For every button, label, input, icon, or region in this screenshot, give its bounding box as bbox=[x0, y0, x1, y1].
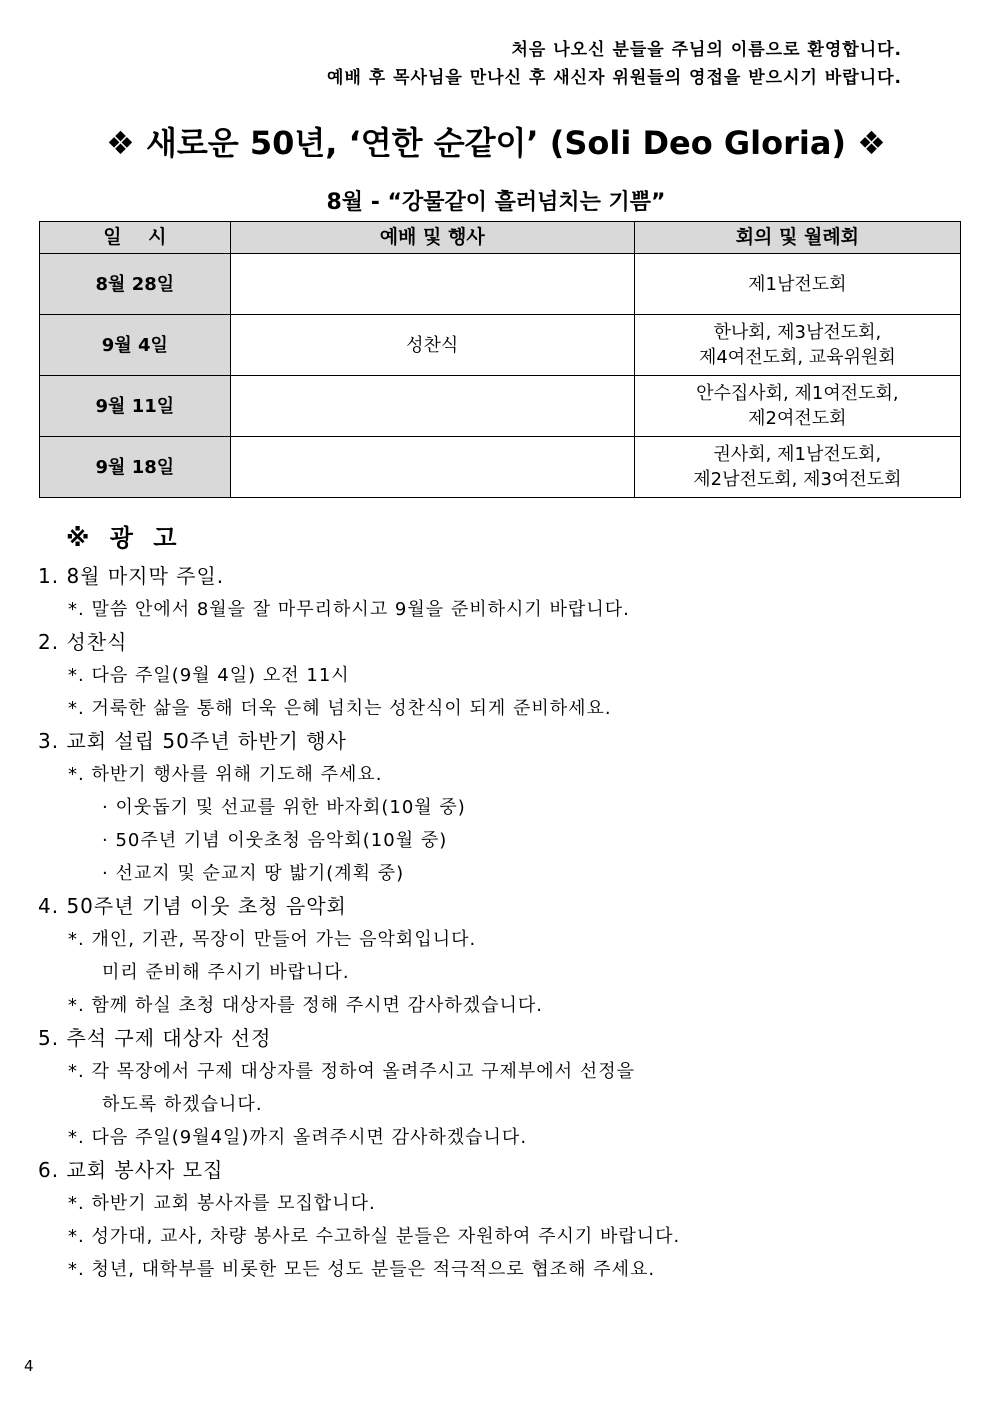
row-event bbox=[230, 437, 634, 498]
row-meeting bbox=[634, 376, 960, 437]
table-row bbox=[40, 437, 961, 498]
row-meeting bbox=[634, 254, 960, 315]
notice-item bbox=[38, 890, 938, 1022]
row-date: 9월 4일 bbox=[40, 315, 231, 376]
row-date: 9월 11일 bbox=[40, 376, 231, 437]
row-meeting bbox=[634, 315, 960, 376]
notice-line: *. 다음 주일(9월4일)까지 올려주시면 감사하겠습니다. bbox=[68, 1127, 528, 1148]
row-meeting-line: 한나회, 제3남전도회, bbox=[713, 322, 882, 343]
page-number: 4 bbox=[24, 1357, 34, 1375]
notice-title: 4. 50주년 기념 이웃 초청 음악회 bbox=[38, 894, 347, 918]
notice-line: *. 거룩한 삶을 통해 더욱 은혜 넘치는 성찬식이 되게 준비하세요. bbox=[68, 698, 612, 719]
notice-subline: · 50주년 기념 이웃초청 음악회(10월 중) bbox=[102, 830, 448, 851]
table-row bbox=[40, 315, 961, 376]
header-date: 일 시 bbox=[40, 222, 231, 254]
notice-item bbox=[38, 560, 938, 626]
notice-line: *. 함께 하실 초청 대상자를 정해 주시면 감사하겠습니다. bbox=[68, 995, 544, 1016]
table-row bbox=[40, 254, 961, 315]
notice-line: *. 다음 주일(9월 4일) 오전 11시 bbox=[68, 665, 350, 686]
notice-list bbox=[38, 560, 938, 1286]
row-event: 성찬식 bbox=[230, 315, 634, 376]
row-meeting-line: 제1남전도회 bbox=[748, 273, 847, 295]
notice-line: *. 개인, 기관, 목장이 만들어 가는 음악회입니다. bbox=[68, 929, 477, 950]
row-meeting bbox=[634, 437, 960, 498]
notice-line: *. 하반기 행사를 위해 기도해 주세요. bbox=[68, 764, 383, 785]
row-meeting-line: 제2남전도회, 제3여전도회 bbox=[693, 469, 902, 490]
notice-line: *. 말씀 안에서 8월을 잘 마무리하시고 9월을 준비하시기 바랍니다. bbox=[68, 599, 630, 620]
notice-heading: ※ 광 고 bbox=[66, 524, 183, 552]
notice-title: 6. 교회 봉사자 모집 bbox=[38, 1158, 224, 1182]
row-meeting-line: 제2여전도회 bbox=[748, 408, 847, 429]
notice-subline: · 선교지 및 순교지 땅 밟기(계획 중) bbox=[102, 863, 405, 884]
row-meeting-line: 안수집사회, 제1여전도회, bbox=[696, 383, 899, 404]
notice-title: 2. 성찬식 bbox=[38, 630, 128, 654]
notice-item bbox=[38, 725, 938, 890]
row-date: 8월 28일 bbox=[40, 254, 231, 315]
notice-line: 미리 준비해 주시기 바랍니다. bbox=[102, 962, 350, 983]
notice-subline: · 이웃돕기 및 선교를 위한 바자회(10월 중) bbox=[102, 797, 466, 818]
notice-line: *. 청년, 대학부를 비롯한 모든 성도 분들은 적극적으로 협조해 주세요. bbox=[68, 1259, 656, 1280]
header-meeting: 회의 및 월례회 bbox=[634, 222, 960, 254]
table-header-row bbox=[40, 222, 961, 254]
notice-item bbox=[38, 1022, 938, 1154]
row-meeting-line: 권사회, 제1남전도회, bbox=[713, 444, 882, 465]
notice-line: *. 성가대, 교사, 차량 봉사로 수고하실 분들은 자원하여 주시기 바랍니다. bbox=[68, 1226, 681, 1247]
schedule-table bbox=[39, 221, 961, 498]
row-meeting-line: 제4여전도회, 교육위원회 bbox=[698, 347, 896, 368]
welcome-line-2: 예배 후 목사님을 만나신 후 새신자 위원들의 영접을 받으시기 바랍니다. bbox=[327, 68, 902, 88]
month-theme: 8월 - “강물같이 흘러넘치는 기쁨” bbox=[326, 190, 666, 215]
welcome-line-1: 처음 나오신 분들을 주님의 이름으로 환영합니다. bbox=[511, 40, 902, 60]
notice-line: *. 각 목장에서 구제 대상자를 정하여 올려주시고 구제부에서 선정을 bbox=[68, 1061, 635, 1082]
notice-line: 하도록 하겠습니다. bbox=[102, 1094, 263, 1115]
notice-title: 1. 8월 마지막 주일. bbox=[38, 564, 225, 588]
row-event bbox=[230, 376, 634, 437]
header-event: 예배 및 행사 bbox=[230, 222, 634, 254]
row-date: 9월 18일 bbox=[40, 437, 231, 498]
notice-line: *. 하반기 교회 봉사자를 모집합니다. bbox=[68, 1193, 376, 1214]
notice-title: 5. 추석 구제 대상자 선정 bbox=[38, 1026, 272, 1050]
notice-item bbox=[38, 1154, 938, 1286]
page-title: ❖ 새로운 50년, ‘연한 순같이’ (Soli Deo Gloria) ❖ bbox=[106, 124, 886, 162]
notice-item bbox=[38, 626, 938, 725]
row-event bbox=[230, 254, 634, 315]
table-row bbox=[40, 376, 961, 437]
notice-title: 3. 교회 설립 50주년 하반기 행사 bbox=[38, 729, 347, 753]
welcome-message bbox=[327, 36, 902, 92]
